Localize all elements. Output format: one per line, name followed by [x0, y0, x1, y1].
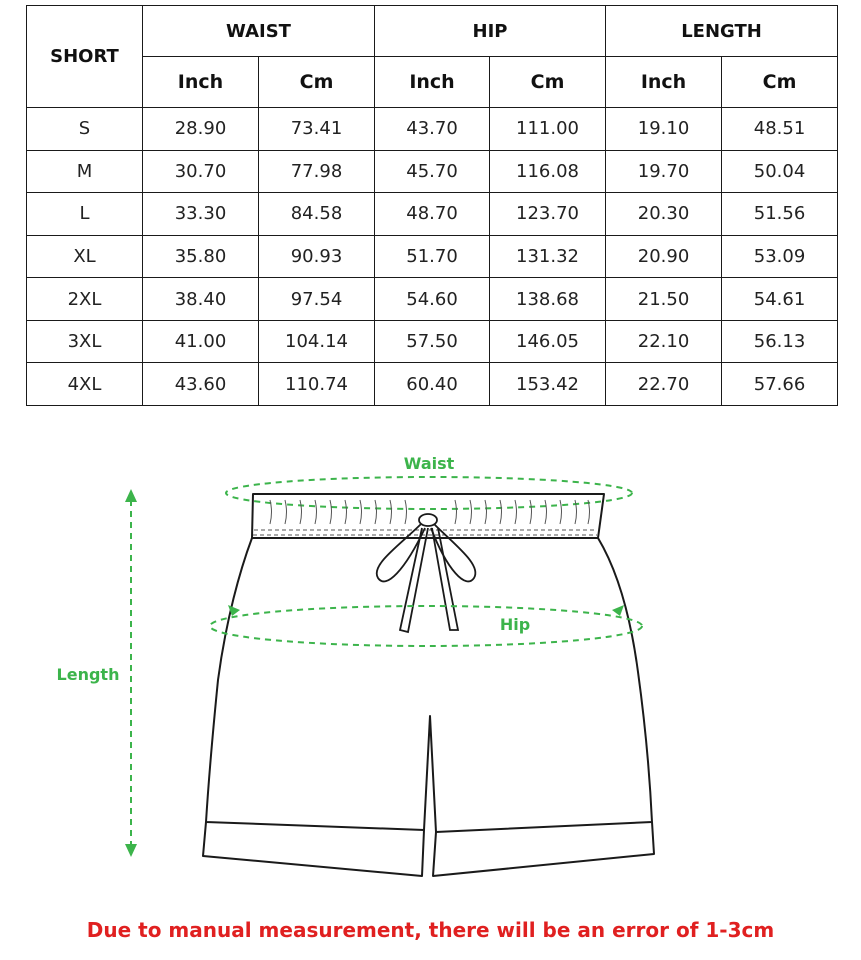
- value-cell: 20.90: [606, 235, 722, 278]
- corner-header: SHORT: [27, 6, 143, 108]
- value-cell: 90.93: [259, 235, 375, 278]
- value-cell: 77.98: [259, 150, 375, 193]
- unit-header: Inch: [143, 57, 259, 108]
- value-cell: 56.13: [722, 320, 838, 363]
- value-cell: 110.74: [259, 363, 375, 406]
- table-row: [27, 108, 838, 151]
- value-cell: 41.00: [143, 320, 259, 363]
- size-cell: 3XL: [27, 320, 143, 363]
- value-cell: 57.50: [375, 320, 490, 363]
- table-row: [27, 278, 838, 321]
- value-cell: 50.04: [722, 150, 838, 193]
- value-cell: 60.40: [375, 363, 490, 406]
- value-cell: 73.41: [259, 108, 375, 151]
- size-chart-table: [26, 5, 838, 406]
- value-cell: 30.70: [143, 150, 259, 193]
- table-row: [27, 363, 838, 406]
- value-cell: 21.50: [606, 278, 722, 321]
- size-cell: 2XL: [27, 278, 143, 321]
- unit-header: Inch: [375, 57, 490, 108]
- value-cell: 54.60: [375, 278, 490, 321]
- value-cell: 35.80: [143, 235, 259, 278]
- unit-header: Cm: [259, 57, 375, 108]
- size-cell: XL: [27, 235, 143, 278]
- waist-group-header: WAIST: [143, 6, 375, 57]
- value-cell: 51.56: [722, 193, 838, 236]
- value-cell: 48.51: [722, 108, 838, 151]
- value-cell: 22.10: [606, 320, 722, 363]
- value-cell: 97.54: [259, 278, 375, 321]
- value-cell: 131.32: [490, 235, 606, 278]
- value-cell: 20.30: [606, 193, 722, 236]
- hip-arrow-right-icon: [612, 605, 624, 616]
- size-cell: L: [27, 193, 143, 236]
- value-cell: 19.70: [606, 150, 722, 193]
- value-cell: 104.14: [259, 320, 375, 363]
- table-row: [27, 320, 838, 363]
- value-cell: 19.10: [606, 108, 722, 151]
- hip-label: Hip: [499, 615, 531, 634]
- value-cell: 51.70: [375, 235, 490, 278]
- shorts-outline: [203, 494, 654, 876]
- length-arrow-up-icon: [125, 489, 137, 502]
- length-arrow-down-icon: [125, 844, 137, 857]
- value-cell: 153.42: [490, 363, 606, 406]
- measurement-error-note: Due to manual measurement, there will be an error of 1-3cm: [86, 918, 775, 942]
- size-cell: 4XL: [27, 363, 143, 406]
- size-cell: S: [27, 108, 143, 151]
- value-cell: 43.70: [375, 108, 490, 151]
- table-row: [27, 193, 838, 236]
- value-cell: 28.90: [143, 108, 259, 151]
- value-cell: 111.00: [490, 108, 606, 151]
- length-group-header: LENGTH: [606, 6, 838, 57]
- value-cell: 38.40: [143, 278, 259, 321]
- value-cell: 146.05: [490, 320, 606, 363]
- value-cell: 22.70: [606, 363, 722, 406]
- length-label: Length: [56, 665, 120, 684]
- unit-header: Cm: [490, 57, 606, 108]
- size-cell: M: [27, 150, 143, 193]
- table-row: [27, 235, 838, 278]
- value-cell: 43.60: [143, 363, 259, 406]
- value-cell: 54.61: [722, 278, 838, 321]
- value-cell: 84.58: [259, 193, 375, 236]
- unit-header: Inch: [606, 57, 722, 108]
- value-cell: 48.70: [375, 193, 490, 236]
- table-row: [27, 150, 838, 193]
- value-cell: 123.70: [490, 193, 606, 236]
- unit-header: Cm: [722, 57, 838, 108]
- value-cell: 57.66: [722, 363, 838, 406]
- value-cell: 45.70: [375, 150, 490, 193]
- waist-label: Waist: [403, 454, 455, 473]
- drawstring-icon: [377, 514, 476, 632]
- hip-group-header: HIP: [375, 6, 606, 57]
- hip-measure-line: [210, 606, 642, 646]
- value-cell: 33.30: [143, 193, 259, 236]
- shorts-measurement-diagram: [0, 420, 861, 900]
- value-cell: 116.08: [490, 150, 606, 193]
- value-cell: 138.68: [490, 278, 606, 321]
- value-cell: 53.09: [722, 235, 838, 278]
